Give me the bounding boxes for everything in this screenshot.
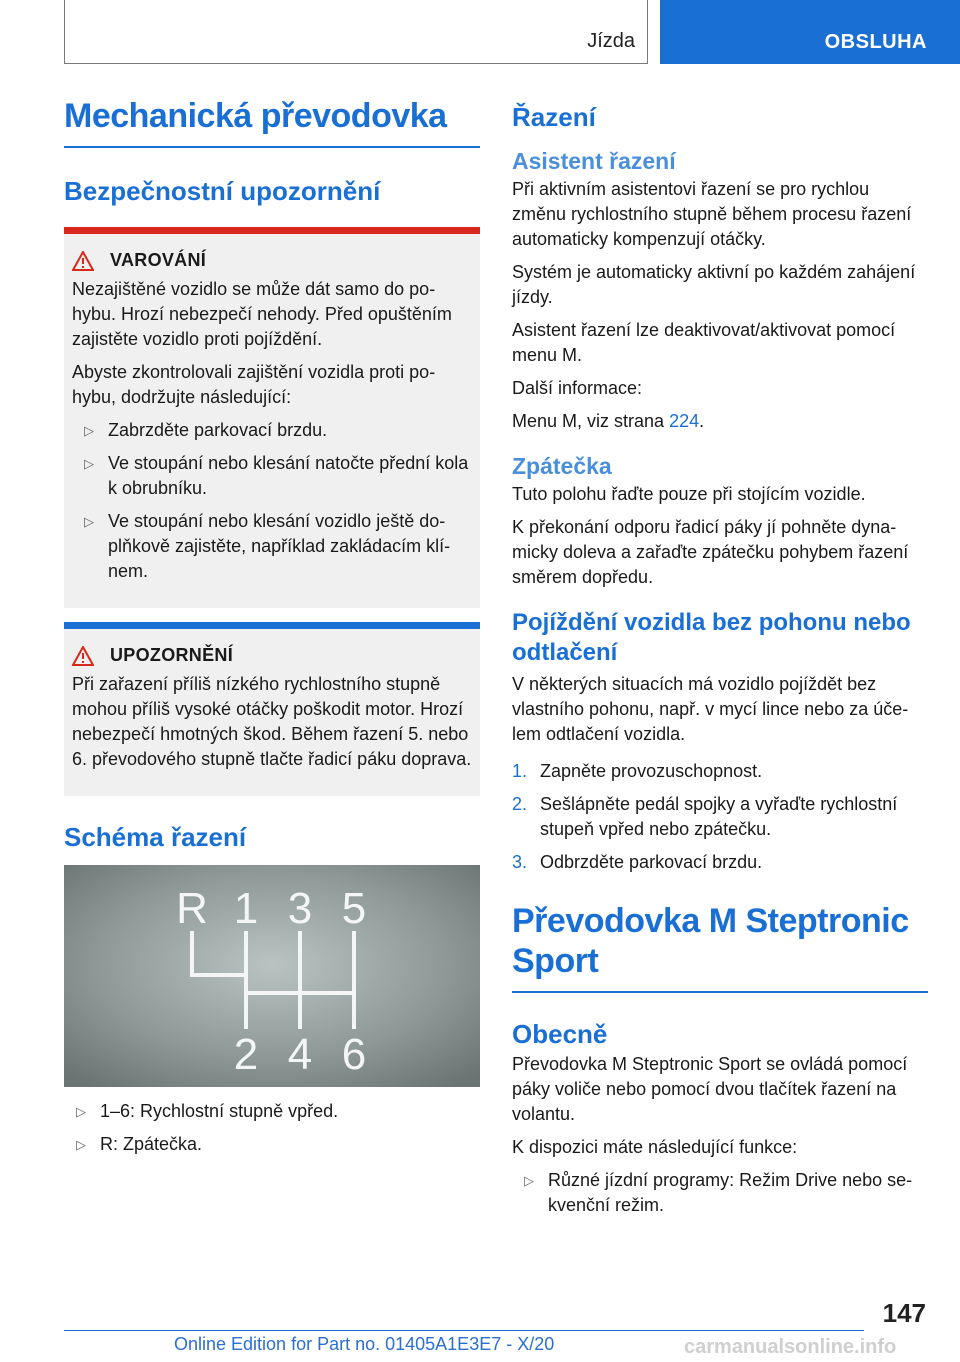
warning-triangle-icon	[72, 251, 94, 271]
safety-heading: Bezpečnostní upozornění	[64, 176, 381, 206]
assist-text-1: Při aktivním asistentovi řazení se pro rychlou změnu rychlostního stupně během procesu řazení automaticky kompenzují otáčky.	[512, 179, 912, 249]
page-reference-link[interactable]: 224	[669, 411, 700, 431]
rolling-text: V některých situacích má vozidlo pojíždět bez vlastního pohonu, např. v mycí lince nebo za účelem odtlačení vozidla.	[512, 674, 909, 744]
header-section-label: Jízda	[587, 30, 635, 52]
shift-heading: Řazení	[512, 102, 596, 132]
warning-box	[64, 227, 480, 608]
rolling-steps	[512, 759, 928, 875]
header-chapter-tab	[660, 0, 960, 64]
assist-text-5: Menu M, viz strana 224.	[512, 411, 705, 431]
gear-shift-diagram	[64, 865, 480, 1087]
gear-label-3: 3	[287, 884, 313, 933]
general-heading: Obecně	[512, 1019, 608, 1049]
warning-label: VAROVÁNÍ	[110, 250, 207, 270]
warning-header	[72, 250, 472, 271]
warning-text-2: Abyste zkontrolovali zajištění vozidla proti pohybu, dodržujte následující:	[72, 362, 436, 407]
list-item: ▷ R: Zpátečka.	[64, 1132, 480, 1157]
assist-text-2: Systém je automaticky aktivní po každém zahájení jízdy.	[512, 262, 916, 307]
triangle-bullet-icon: ▷	[84, 514, 94, 529]
reverse-text-2: K překonání odporu řadicí páky jí pohněte dynamicky doleva a zařaďte zpátečku pohybem řazení směrem dopředu.	[512, 517, 909, 587]
page-title: Mechanická převodovka	[64, 96, 480, 148]
warning-text-1: Nezajištěné vozidlo se může dát samo do pohybu. Hrozí nebezpečí nehody. Před opuštěním zajistěte vozidlo proti pojíždění.	[72, 279, 452, 349]
triangle-bullet-icon: ▷	[84, 423, 94, 438]
list-item: 3. Odbrzděte parkovací brzdu.	[512, 852, 763, 872]
list-item: 2. Sešlápněte pedál spojky a vyřaďte rychlostní stupeň vpřed nebo zpátečku.	[512, 794, 898, 839]
reverse-text-1: Tuto polohu řaďte pouze při stojícím vozidle.	[512, 484, 866, 504]
gear-label-2: 2	[233, 1030, 259, 1079]
list-item: ▷ Různé jízdní programy: Režim Drive nebo sekvenční režim.	[524, 1170, 913, 1215]
list-item: ▷ 1–6: Rychlostní stupně vpřed.	[64, 1099, 480, 1124]
gear-label-1: 1	[233, 884, 259, 933]
notice-box	[64, 622, 480, 796]
list-item: ▷ Ve stoupání nebo klesání natočte přední kola k obrubníku.	[84, 453, 469, 498]
footer-divider	[64, 1330, 864, 1331]
gear-pattern-image	[64, 865, 480, 1087]
header-chapter-label: OBSLUHA	[824, 31, 927, 53]
left-column	[64, 96, 480, 1165]
list-item: ▷ Zabrzděte parkovací brzdu.	[72, 418, 472, 443]
gear-label-5: 5	[341, 884, 367, 933]
reverse-heading: Zpátečka	[512, 453, 612, 479]
triangle-bullet-icon: ▷	[524, 1173, 534, 1188]
general-list	[512, 1168, 928, 1218]
watermark: carmanualsonline.info	[684, 1336, 897, 1358]
steptronic-title: Převodovka M Steptronic Sport	[512, 901, 928, 993]
header-section-tab	[64, 0, 648, 64]
assist-heading: Asistent řazení	[512, 148, 676, 174]
notice-text: Při zařazení příliš nízkého rychlostního stupně mohou příliš vysoké otáčky poškodit motor. Hrozí nebezpečí hmotných škod. Během řazení 5. nebo 6. převodového stupně tlačte řadicí páku doprava.	[72, 674, 472, 769]
notice-header	[72, 645, 472, 666]
warning-list	[72, 418, 472, 584]
triangle-bullet-icon: ▷	[84, 456, 94, 471]
footer-edition: Online Edition for Part no. 01405A1E3E7 - X/20	[174, 1334, 555, 1354]
page-number: 147	[882, 1298, 926, 1328]
rolling-heading: Pojíždění vozidla bez pohonu nebo odtlačení	[512, 609, 911, 666]
assist-text-4: Další informace:	[512, 378, 643, 398]
warning-triangle-icon	[72, 646, 94, 666]
right-column	[512, 96, 928, 1226]
notice-label: UPOZORNĚNÍ	[110, 645, 234, 665]
schema-heading: Schéma řazení	[64, 822, 247, 852]
gear-label-6: 6	[341, 1030, 367, 1079]
list-item: ▷ Ve stoupání nebo klesání vozidlo ještě doplňkově zajistěte, například zakládacím klínem.	[84, 511, 451, 581]
triangle-bullet-icon: ▷	[76, 1137, 86, 1152]
schema-list	[64, 1099, 480, 1157]
list-item: 1. Zapněte provozuschopnost.	[512, 761, 763, 781]
general-text-1: Převodovka M Steptronic Sport se ovládá pomocí páky voliče nebo pomocí dvou tlačítek řazení na volantu.	[512, 1054, 908, 1124]
triangle-bullet-icon: ▷	[76, 1104, 86, 1119]
gear-label-r: R	[176, 884, 208, 933]
assist-text-3: Asistent řazení lze deaktivovat/aktivovat pomocí menu M.	[512, 320, 896, 365]
gear-label-4: 4	[287, 1030, 313, 1079]
general-text-2: K dispozici máte následující funkce:	[512, 1137, 798, 1157]
